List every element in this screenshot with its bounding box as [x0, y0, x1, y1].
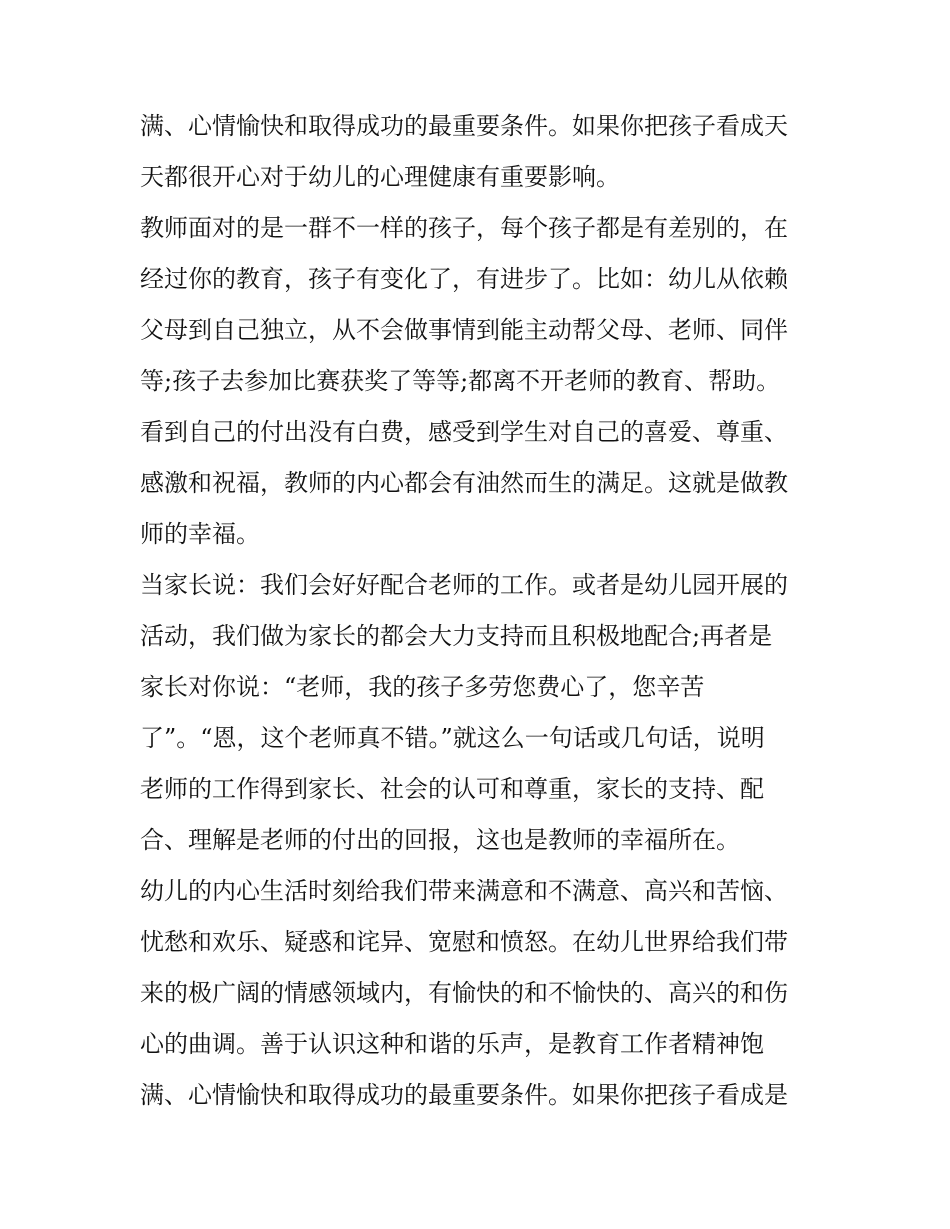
text-line: 师的幸福。	[140, 520, 260, 548]
text-line: 教师面对的是一群不一样的孩子，每个孩子都是有差别的，在	[140, 214, 788, 242]
text-line: 合、理解是老师的付出的回报，这也是教师的幸福所在。	[140, 826, 740, 854]
text-line: 看到自己的付出没有白费，感受到学生对自己的喜爱、尊重、	[140, 418, 788, 446]
text-line: 来的极广阔的情感领域内，有愉快的和不愉快的、高兴的和伤	[140, 979, 788, 1007]
text-line: 家长对你说：“老师，我的孩子多劳您费心了，您辛苦	[140, 673, 705, 701]
text-line: 忧愁和欢乐、疑惑和诧异、宽慰和愤怒。在幼儿世界给我们带	[140, 928, 788, 956]
text-line: 满、心情愉快和取得成功的最重要条件。如果你把孩子看成天	[140, 112, 788, 140]
text-line: 满、心情愉快和取得成功的最重要条件。如果你把孩子看成是	[140, 1081, 788, 1109]
text-line: 等;孩子去参加比赛获奖了等等;都离不开老师的教育、帮助。	[140, 367, 781, 395]
text-line: 老师的工作得到家长、社会的认可和尊重，家长的支持、配	[140, 775, 764, 803]
text-line: 心的曲调。善于认识这种和谐的乐声，是教育工作者精神饱	[140, 1030, 764, 1058]
text-line: 感激和祝福，教师的内心都会有油然而生的满足。这就是做教	[140, 469, 788, 497]
text-line: 了”。“恩，这个老师真不错。”就这么一句话或几句话，说明	[140, 724, 765, 752]
text-line: 幼儿的内心生活时刻给我们带来满意和不满意、高兴和苦恼、	[140, 877, 788, 905]
text-line: 父母到自己独立，从不会做事情到能主动帮父母、老师、同伴	[140, 316, 788, 344]
text-line: 活动，我们做为家长的都会大力支持而且积极地配合;再者是	[140, 622, 773, 650]
text-line: 当家长说：我们会好好配合老师的工作。或者是幼儿园开展的	[140, 571, 788, 599]
text-line: 经过你的教育，孩子有变化了，有进步了。比如：幼儿从依赖	[140, 265, 788, 293]
text-line: 天都很开心对于幼儿的心理健康有重要影响。	[140, 163, 620, 191]
